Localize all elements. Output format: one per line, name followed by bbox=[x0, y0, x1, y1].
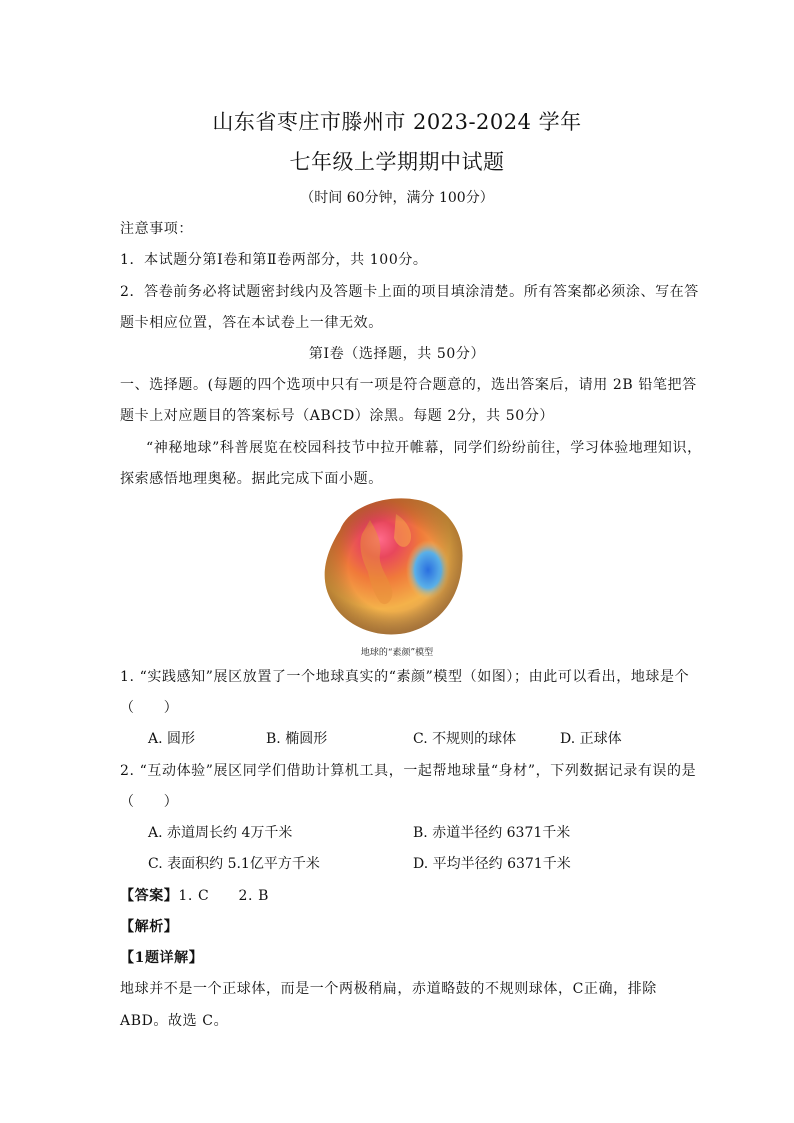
passage-line1: “神秘地球”科普展览在校园科技节中拉开帷幕，同学们纷纷前往，学习体验地理知识， bbox=[146, 440, 702, 456]
notes-item-2-line2: 题卡相应位置，答在本试卷上一律无效。 bbox=[120, 315, 383, 331]
answer-value: 1. C 2. B bbox=[178, 888, 270, 904]
notes-item-1: 1．本试题分第Ⅰ卷和第Ⅱ卷两部分，共 100分。 bbox=[120, 252, 428, 268]
analysis-label: 【解析】 bbox=[120, 919, 179, 935]
analysis-detail-line1: 地球并不是一个正球体，而是一个两极稍扁，赤道略鼓的不规则球体，C正确，排除 bbox=[120, 981, 657, 997]
section-heading: 第Ⅰ卷（选择题，共 50分） bbox=[308, 346, 486, 362]
passage-line2: 探索感悟地理奥秘。据此完成下面小题。 bbox=[120, 471, 383, 487]
question-2-option-a: A. 赤道周长约 4万千米 bbox=[148, 825, 293, 841]
notes-item-2-line1: 2．答卷前务必将试题密封线内及答题卡上面的项目填涂清楚。所有答案都必须涂、写在答 bbox=[120, 284, 699, 300]
page-subtitle: 七年级上学期期中试题 bbox=[289, 150, 505, 174]
question-1-stem-line2: （ ） bbox=[120, 700, 179, 716]
time-info: （时间 60分钟，满分 100分） bbox=[300, 190, 494, 206]
question-1-option-a: A. 圆形 bbox=[148, 731, 196, 747]
question-2-stem-line1: 2. “互动体验”展区同学们借助计算机工具，一起帮地球量“身材”，下列数据记录有误的是 bbox=[120, 763, 697, 779]
question-1-option-c: C. 不规则的球体 bbox=[413, 731, 517, 747]
figure-caption: 地球的“素颜”模型 bbox=[360, 648, 434, 658]
question-1-option-b: B. 椭圆形 bbox=[266, 731, 328, 747]
page-title: 山东省枣庄市滕州市 2023-2024 学年 bbox=[212, 110, 582, 134]
question-1-option-d: D. 正球体 bbox=[560, 731, 622, 747]
question-2-stem-line2: （ ） bbox=[120, 794, 179, 810]
geoid-globe-image bbox=[310, 490, 470, 640]
question-2-option-c: C. 表面积约 5.1亿平方千米 bbox=[148, 856, 320, 872]
notes-heading: 注意事项： bbox=[120, 221, 193, 237]
section-intro-line1: 一、选择题。(每题的四个选项中只有一项是符合题意的，选出答案后，请用 2B 铅笔把答 bbox=[120, 377, 697, 393]
figure-globe bbox=[310, 490, 470, 640]
section-intro-line2: 题卡上对应题目的答案标号（ABCD）涂黑。每题 2分，共 50分） bbox=[120, 408, 555, 424]
analysis-detail-line2: ABD。故选 C。 bbox=[120, 1013, 229, 1029]
analysis-detail-label: 【1题详解】 bbox=[120, 950, 204, 966]
question-1-stem-line1: 1. “实践感知”展区放置了一个地球真实的“素颜”模型（如图）；由此可以看出，地球是个 bbox=[120, 669, 690, 685]
answer-label: 【答案】 bbox=[120, 888, 179, 904]
question-2-option-b: B. 赤道半径约 6371千米 bbox=[413, 825, 571, 841]
question-2-option-d: D. 平均半径约 6371千米 bbox=[413, 856, 571, 872]
answer-line bbox=[120, 885, 269, 905]
